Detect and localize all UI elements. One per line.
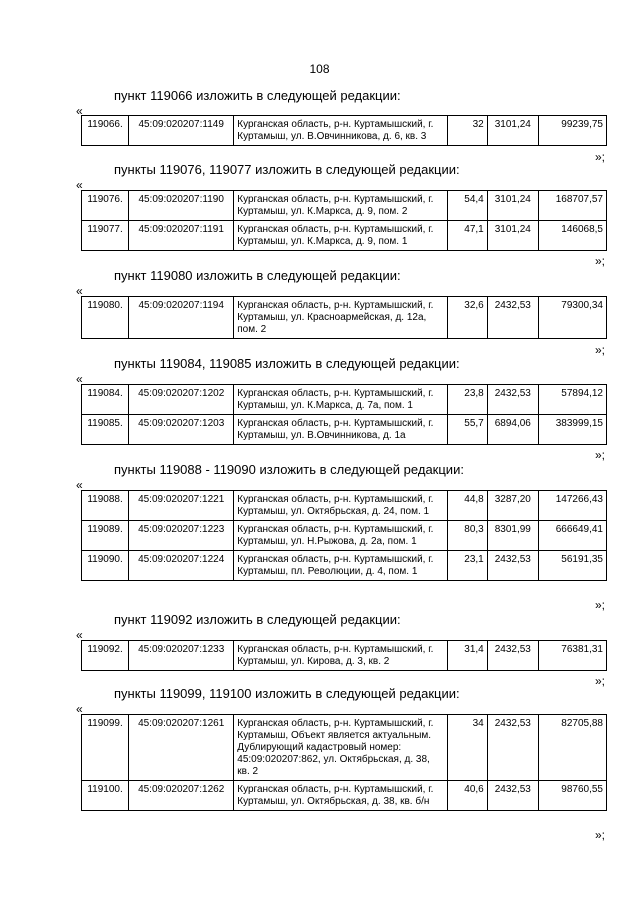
total-value: 76381,31 [538,641,606,671]
register-table [81,190,607,251]
total-value: 168707,57 [538,191,606,221]
address: Курганская область, р-н. Куртамышский, г. Куртамыш, ул. Красноармейская, д. 12а, пом. 2 [234,297,447,339]
table-row [82,415,607,445]
open-quote: « [76,702,83,716]
address: Курганская область, р-н. Куртамышский, г. Куртамыш, ул. К.Маркса, д. 9, пом. 2 [234,191,447,221]
table-row [82,297,607,339]
unit-price: 3101,24 [487,221,538,251]
close-quote: »; [595,254,606,268]
unit-price: 2432,53 [487,551,538,581]
register-table [81,490,607,581]
close-quote: »; [595,150,606,164]
area-value: 47,1 [447,221,487,251]
row-number: 119080. [82,297,129,339]
address: Курганская область, р-н. Куртамышский, г. Куртамыш, ул. Н.Рыжова, д. 2а, пом. 1 [234,521,447,551]
total-value: 56191,35 [538,551,606,581]
close-quote: »; [595,828,606,842]
unit-price: 2432,53 [487,385,538,415]
address: Курганская область, р-н. Куртамышский, г. Куртамыш, ул. Кирова, д. 3, кв. 2 [234,641,447,671]
section-heading: пункты 119099, 119100 изложить в следующей редакции: [114,686,460,701]
total-value: 82705,88 [538,715,606,781]
address: Курганская область, р-н. Куртамышский, г. Куртамыш, ул. Октябрьская, д. 24, пом. 1 [234,491,447,521]
unit-price: 2432,53 [487,781,538,811]
area-value: 23,1 [447,551,487,581]
cadastral-number: 45:09:020207:1191 [129,221,234,251]
row-number: 119077. [82,221,129,251]
close-quote: »; [595,343,606,357]
row-number: 119076. [82,191,129,221]
row-number: 119089. [82,521,129,551]
register-table [81,640,607,671]
area-value: 80,3 [447,521,487,551]
cadastral-number: 45:09:020207:1233 [129,641,234,671]
table-row [82,521,607,551]
area-value: 31,4 [447,641,487,671]
unit-price: 8301,99 [487,521,538,551]
row-number: 119100. [82,781,129,811]
unit-price: 6894,06 [487,415,538,445]
area-value: 34 [447,715,487,781]
table-row [82,221,607,251]
cadastral-number: 45:09:020207:1261 [129,715,234,781]
table-row [82,781,607,811]
cadastral-number: 45:09:020207:1194 [129,297,234,339]
address: Курганская область, р-н. Куртамышский, г. Куртамыш, ул. В.Овчинникова, д. 6, кв. 3 [234,116,447,146]
row-number: 119085. [82,415,129,445]
table-row [82,385,607,415]
section-heading: пункты 119084, 119085 изложить в следующей редакции: [114,356,460,371]
area-value: 32,6 [447,297,487,339]
address: Курганская область, р-н. Куртамышский, г. Куртамыш, ул. К.Маркса, д. 7а, пом. 1 [234,385,447,415]
row-number: 119084. [82,385,129,415]
register-table [81,115,607,146]
unit-price: 3101,24 [487,191,538,221]
table-row [82,191,607,221]
address: Курганская область, р-н. Куртамышский, г. Куртамыш, ул. К.Маркса, д. 9, пом. 1 [234,221,447,251]
open-quote: « [76,104,83,118]
address: Курганская область, р-н. Куртамышский, г. Куртамыш, пл. Революции, д. 4, пом. 1 [234,551,447,581]
cadastral-number: 45:09:020207:1203 [129,415,234,445]
cadastral-number: 45:09:020207:1262 [129,781,234,811]
cadastral-number: 45:09:020207:1149 [129,116,234,146]
close-quote: »; [595,674,606,688]
table-row [82,715,607,781]
page-number: 108 [309,62,330,76]
total-value: 147266,43 [538,491,606,521]
row-number: 119090. [82,551,129,581]
close-quote: »; [595,598,606,612]
row-number: 119088. [82,491,129,521]
register-table [81,296,607,339]
register-table [81,714,607,811]
total-value: 666649,41 [538,521,606,551]
total-value: 383999,15 [538,415,606,445]
unit-price: 2432,53 [487,297,538,339]
register-table [81,384,607,445]
area-value: 54,4 [447,191,487,221]
area-value: 40,6 [447,781,487,811]
area-value: 55,7 [447,415,487,445]
table-row [82,491,607,521]
area-value: 44,8 [447,491,487,521]
area-value: 32 [447,116,487,146]
total-value: 57894,12 [538,385,606,415]
close-quote: »; [595,448,606,462]
open-quote: « [76,284,83,298]
table-row [82,641,607,671]
unit-price: 2432,53 [487,715,538,781]
address: Курганская область, р-н. Куртамышский, г. Куртамыш, Объект является актуальным. Дублирующий кадастровый номер: 45:09:020207:862, ул. Октябрьская, д. 38, кв. 2 [234,715,447,781]
address: Курганская область, р-н. Куртамышский, г. Куртамыш, ул. В.Овчинникова, д. 1а [234,415,447,445]
total-value: 79300,34 [538,297,606,339]
open-quote: « [76,178,83,192]
section-heading: пункты 119076, 119077 изложить в следующей редакции: [114,162,460,177]
row-number: 119066. [82,116,129,146]
total-value: 98760,55 [538,781,606,811]
cadastral-number: 45:09:020207:1223 [129,521,234,551]
unit-price: 3287,20 [487,491,538,521]
total-value: 146068,5 [538,221,606,251]
table-row [82,116,607,146]
section-heading: пункт 119066 изложить в следующей редакции: [114,88,401,103]
total-value: 99239,75 [538,116,606,146]
section-heading: пункт 119080 изложить в следующей редакции: [114,268,401,283]
table-row [82,551,607,581]
unit-price: 2432,53 [487,641,538,671]
section-heading: пункты 119088 - 119090 изложить в следующей редакции: [114,462,464,477]
cadastral-number: 45:09:020207:1221 [129,491,234,521]
row-number: 119092. [82,641,129,671]
open-quote: « [76,628,83,642]
cadastral-number: 45:09:020207:1202 [129,385,234,415]
area-value: 23,8 [447,385,487,415]
open-quote: « [76,478,83,492]
unit-price: 3101,24 [487,116,538,146]
open-quote: « [76,372,83,386]
section-heading: пункт 119092 изложить в следующей редакции: [114,612,401,627]
cadastral-number: 45:09:020207:1190 [129,191,234,221]
address: Курганская область, р-н. Куртамышский, г. Куртамыш, ул. Октябрьская, д. 38, кв. б/н [234,781,447,811]
cadastral-number: 45:09:020207:1224 [129,551,234,581]
row-number: 119099. [82,715,129,781]
